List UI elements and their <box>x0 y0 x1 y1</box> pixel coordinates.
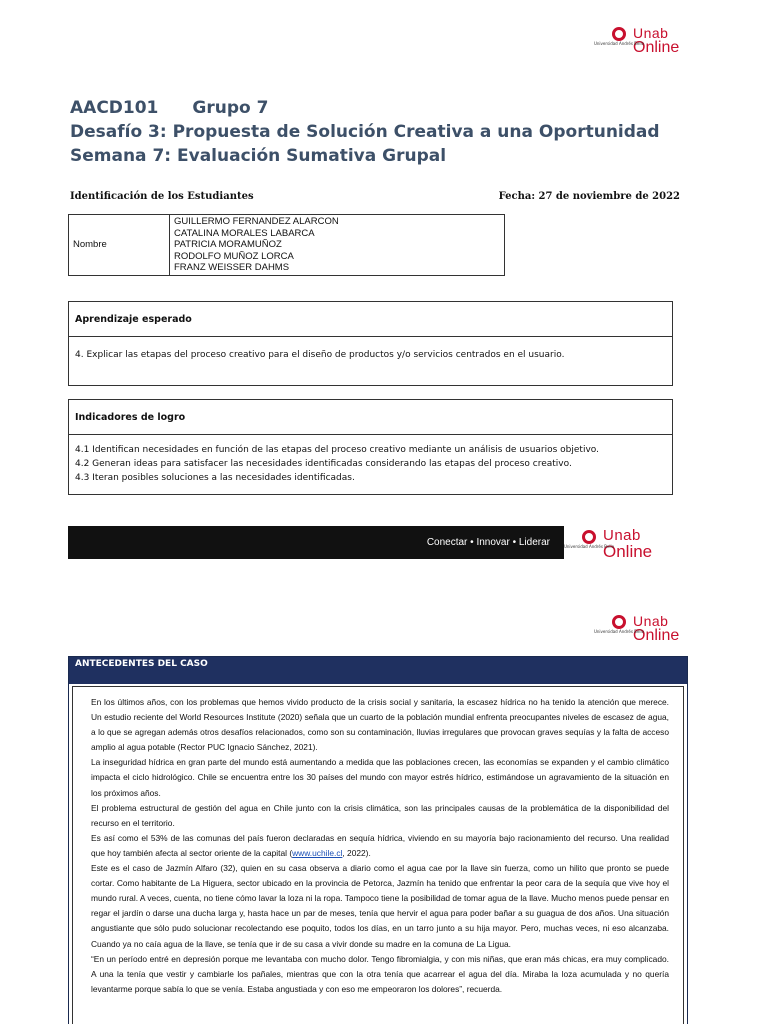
case-paragraph: En los últimos años, con los problemas que hemos vivido producto de la crisis social y sanitaria, la escasez hídrica no ha tenido la atención que merece. Un estudio reciente del World Resources Institute (2020) señala que un cuarto de la población mundial enfrenta preocupantes niveles de escasez de agua, a lo que se agregan además otros desafíos relacionados, como son su contaminación, lluvias irregulares que provocan graves sequías y la falta de acceso amplio al agua potable (Rector PUC Ignacio Sánchez, 2021). <box>91 697 669 753</box>
case-text-span: Es así como el 53% de las comunas del país fueron declaradas en sequía hídrica, viviendo en su mayoría bajo racionamiento del recurso. Una realidad que hoy también afecta al sector oriente de la capital ( <box>91 832 669 858</box>
indicators-box <box>68 399 673 495</box>
case-text <box>91 695 669 997</box>
student-name: FRANZ WEISSER DAHMS <box>174 262 290 273</box>
learning-box <box>68 301 673 386</box>
case-paragraph: Este es el caso de Jazmín Alfaro (32), quien en su casa observa a diario como el agua cae por la llave sin fuerza, como un hilito que pronto se puede cortar. Como habitante de La Higuera, sector ubicado en la provincia de Petorca, Jazmín ha tenido que enfrentar la peor cara de la sequía que vive hoy el mundo rural. A veces, cuenta, no tiene cómo lavar la loza ni la ropa. Tampoco tiene la posibilidad de tomar agua de la llave. Mucho menos puede pensar en regar el jardín o darse una ducha larga y, hasta hace un par de meses, tenía que hervir el agua para poder bañar a su guagua de dos años. Una situación angustiante que sólo pudo solucionar recolectando ese poquito, todos los días, en un tarro junto a su hija mayor. Pero, muchas veces, ni eso alcanzaba. Cuando ya no caía agua de la llave, se tenía que ir de su casa a vivir donde su madre en la comuna de La Ligua. <box>91 863 669 949</box>
indicator-item: 4.3 Iteran posibles soluciones a las necesidades identificadas. <box>75 473 355 483</box>
course-code: AACD101 <box>70 98 159 118</box>
unab-online-logo <box>593 613 680 644</box>
learning-title: Aprendizaje esperado <box>69 302 672 337</box>
identification-row <box>70 191 680 202</box>
indicator-item: 4.2 Generan ideas para satisfacer las necesidades identificadas considerando las etapas del proceso creativo. <box>75 459 572 469</box>
case-paragraph: El problema estructural de gestión del agua en Chile junto con la crisis climática, son las principales causas de la problemática de la disponibilidad del recurso en el territorio. <box>91 802 669 828</box>
indicators-title: Indicadores de logro <box>69 400 672 435</box>
identification-label: Identificación de los Estudiantes <box>70 191 254 202</box>
group-name: Grupo 7 <box>192 98 269 118</box>
logo-university-text: Universidad Andrés Bello <box>593 41 645 46</box>
case-body-box <box>72 686 684 1024</box>
student-name: RODOLFO MUÑOZ LORCA <box>174 250 294 262</box>
footer-bar <box>68 526 564 559</box>
footer-slogan: Conectar • Innovar • Liderar <box>426 537 550 548</box>
students-table <box>68 214 505 276</box>
case-paragraph: “En un período entré en depresión porque me levantaba con mucho dolor. Tengo fibromialgia, y con mis niñas, que eran más chicas, era muy complicado. A una la tenía que vestir y cambiarle los pañales, mientras que con la otra tenía que acarrear el agua del día. Miraba la loza acumulada y no quería levantarme porque sabía lo que se venía. Estaba angustiada y con eso me empeoraron los dolores”, recuerda. <box>91 953 669 994</box>
footer-logo <box>563 527 653 561</box>
case-paragraph <box>91 831 669 861</box>
document-title <box>70 96 690 168</box>
week-title: Semana 7: Evaluación Sumativa Grupal <box>70 146 447 166</box>
learning-text: 4. Explicar las etapas del proceso creativo para el diseño de productos y/o servicios centrados en el usuario. <box>75 350 565 360</box>
logo-online-text: Online <box>633 39 680 56</box>
unab-online-logo <box>593 25 680 56</box>
name-label-cell: Nombre <box>69 215 170 276</box>
university-emblem-icon <box>563 530 615 558</box>
logo-online-text: Online <box>633 627 680 644</box>
logo-unab-text: Unab <box>633 613 669 629</box>
logo-unab-text: Unab <box>633 25 669 41</box>
logo-online-text: Online <box>603 542 653 561</box>
indicator-item: 4.1 Identifican necesidades en función de las etapas del proceso creativo mediante un análisis de usuarios objetivo. <box>75 445 599 455</box>
logo-university-text: Universidad Andrés Bello <box>563 544 615 549</box>
student-name: CATALINA MORALES LABARCA <box>174 227 315 239</box>
student-name: GUILLERMO FERNANDEZ ALARCON <box>174 216 339 227</box>
logo-university-text: Universidad Andrés Bello <box>593 629 645 634</box>
student-names-cell <box>170 215 505 276</box>
university-emblem-icon <box>593 27 645 55</box>
case-title: ANTECEDENTES DEL CASO <box>69 657 687 684</box>
challenge-title: Desafío 3: Propuesta de Solución Creativa a una Oportunidad <box>70 122 660 142</box>
uchile-link[interactable]: www.uchile.cl <box>292 847 343 858</box>
course-line <box>70 96 690 120</box>
case-paragraph: La inseguridad hídrica en gran parte del mundo está aumentando a medida que las poblaciones crecen, las economías se expanden y el cambio climático impacta el ciclo hidrológico. Chile se encuentra entre los 30 países del mundo con mayor estrés hídrico, estimándose un agravamiento de la situación en los próximos años. <box>91 757 669 798</box>
case-text-span: , 2022). <box>342 847 371 858</box>
university-emblem-icon <box>593 615 645 643</box>
student-name: PATRICIA MORAMUÑOZ <box>174 239 282 250</box>
case-section <box>68 656 688 1024</box>
date-label: Fecha: 27 de noviembre de 2022 <box>498 191 680 202</box>
logo-unab-text: Unab <box>603 527 641 544</box>
